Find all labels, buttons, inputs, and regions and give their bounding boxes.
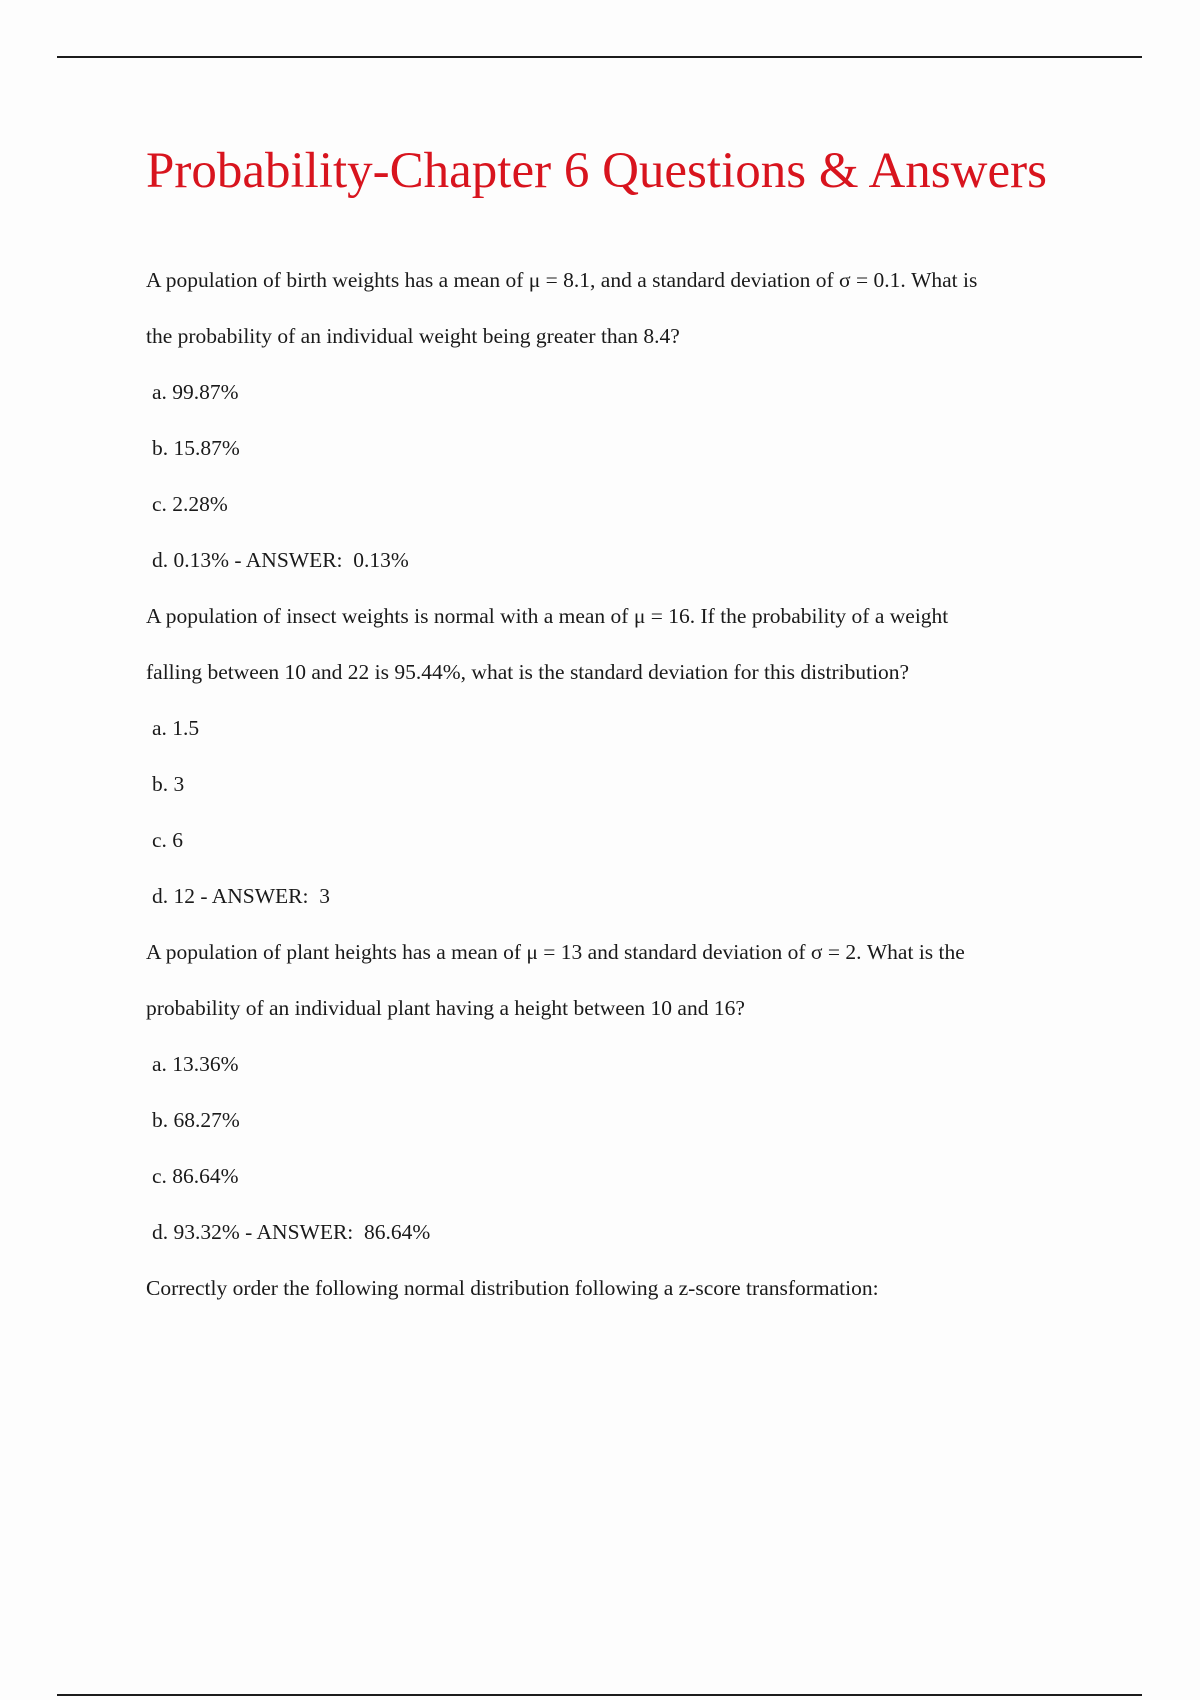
choice-item: d. 93.32% [152,1220,240,1244]
answer-line [146,540,1106,596]
choice-item: a. 99.87% [152,380,239,404]
choice-item: d. 0.13% [152,548,230,572]
choice-item: b. 3 [152,772,185,796]
question-block [146,596,1106,932]
choice-item: b. 15.87% [152,436,240,460]
choice-item: d. 12 [152,884,195,908]
choice-item: a. 13.36% [152,1052,239,1076]
question-text: A population of plant heights has a mean of μ = 13 and standard deviation of σ = 2. What is the [146,940,965,964]
question-text: A population of birth weights has a mean of μ = 8.1, and a standard deviation of σ = 0.1. What is [146,268,978,292]
answer-line [146,1212,1106,1268]
question-block [146,260,1106,596]
question-text: A population of insect weights is normal with a mean of μ = 16. If the probability of a weight [146,604,949,628]
question-text: falling between 10 and 22 is 95.44%, what is the standard deviation for this distribution? [146,660,910,684]
choice-item: c. 6 [152,828,184,852]
answer-label: - ANSWER: [234,548,343,572]
answer-value: 86.64% [364,1220,431,1244]
answer-line [146,876,1106,932]
answer-label: - ANSWER: [200,884,309,908]
question-block [146,932,1106,1268]
top-rule [57,56,1142,58]
choice-item: b. 68.27% [152,1108,240,1132]
answer-label: - ANSWER: [245,1220,354,1244]
bottom-rule [57,1694,1142,1696]
choice-item: a. 1.5 [152,716,200,740]
trailing-question-text: Correctly order the following normal distribution following a z-score transformation: [146,1276,879,1300]
question-text: the probability of an individual weight being greater than 8.4? [146,324,680,348]
question-text: probability of an individual plant having a height between 10 and 16? [146,996,745,1020]
answer-value: 0.13% [353,548,409,572]
choice-item: c. 86.64% [152,1164,239,1188]
choice-item: c. 2.28% [152,492,228,516]
document-body [146,260,1106,1324]
page-title: Probability-Chapter 6 Questions & Answers [146,143,1047,199]
answer-value: 3 [319,884,330,908]
